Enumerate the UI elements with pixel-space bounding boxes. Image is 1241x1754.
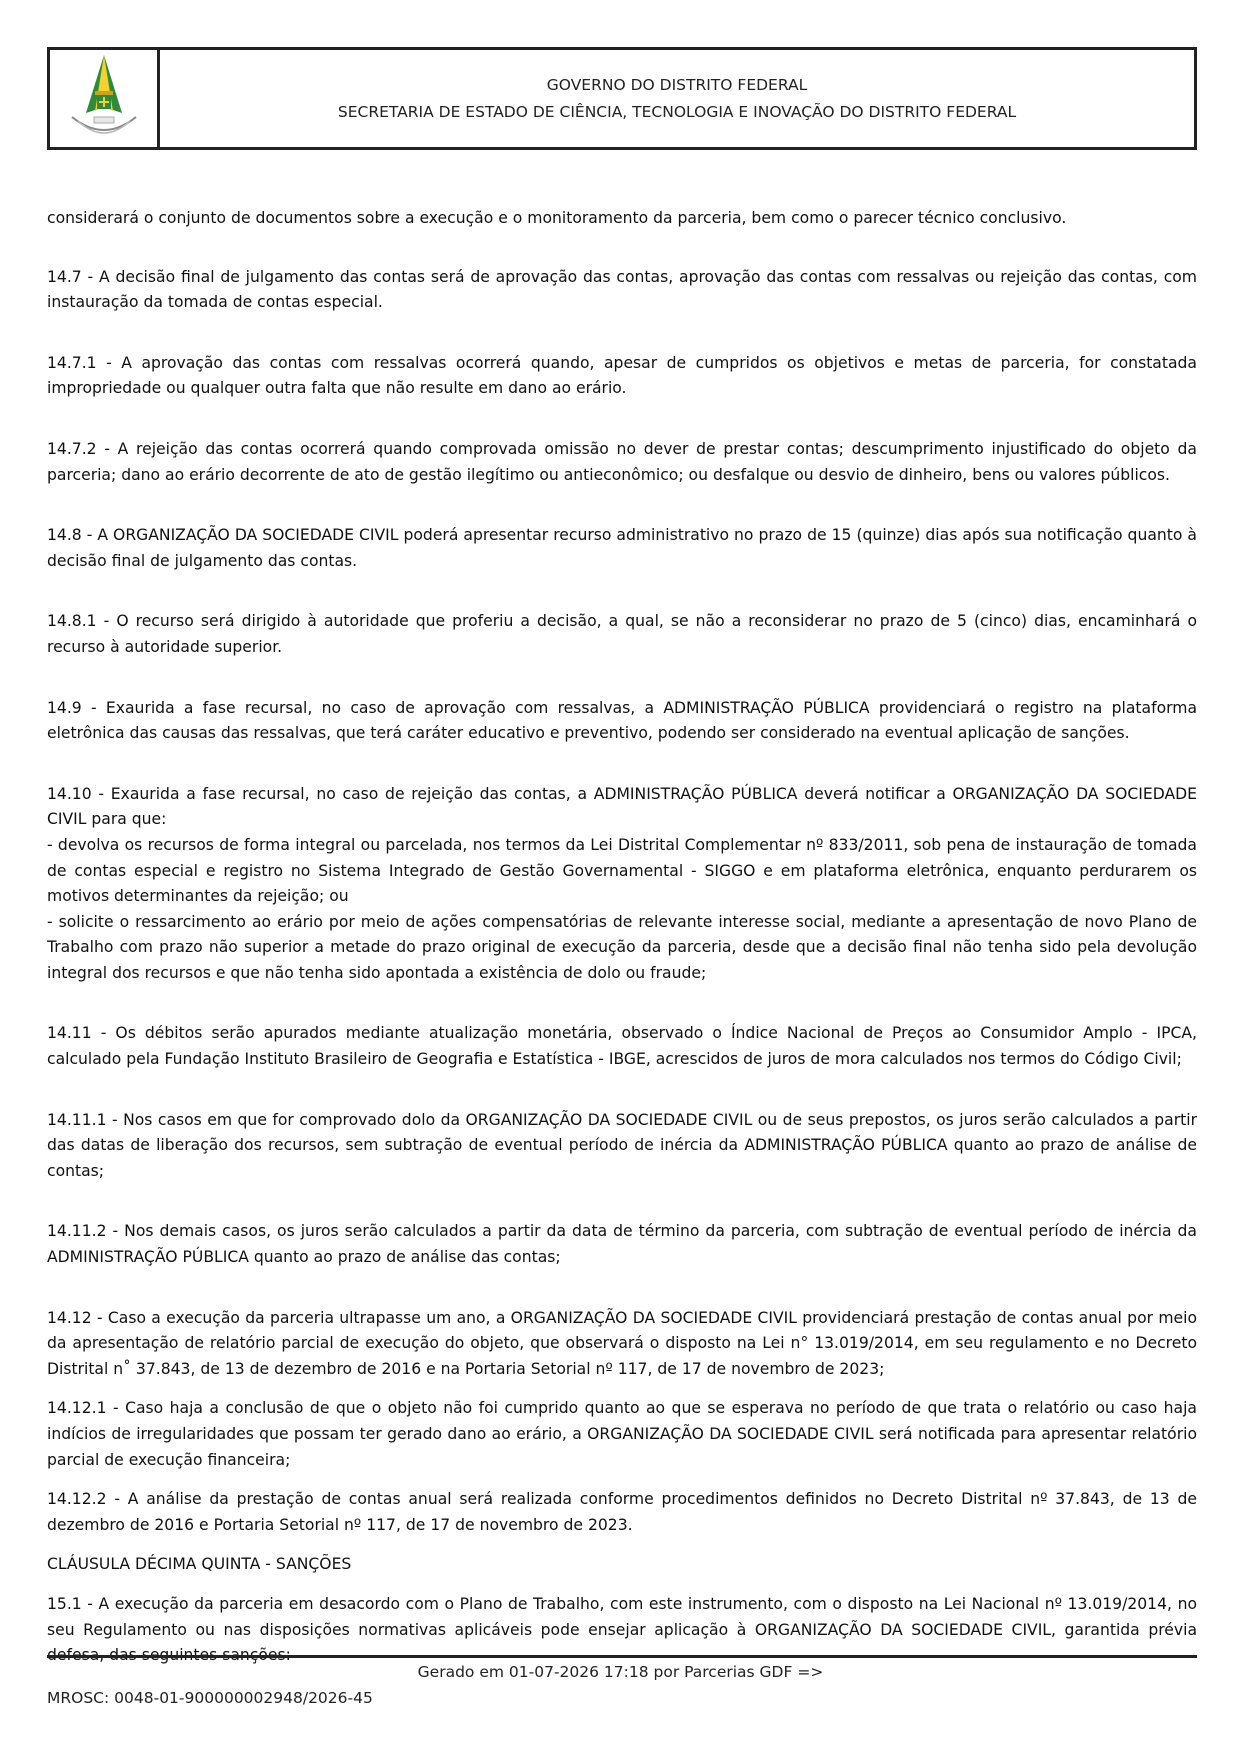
paragraph-14-7: 14.7 - A decisão final de julgamento das contas será de aprovação das contas, aprovação das contas com ressalvas ou rejeição das contas, com instauração da tomada de contas especial.: [47, 267, 1197, 312]
secretariat-title: SECRETARIA DE ESTADO DE CIÊNCIA, TECNOLOGIA E INOVAÇÃO DO DISTRITO FEDERAL: [337, 102, 1017, 121]
document-header: [47, 47, 1197, 150]
paragraph-14-11: 14.11 - Os débitos serão apurados mediante atualização monetária, observado o Índice Nacional de Preços ao Consumidor Amplo - IPCA, calculado pela Fundação Instituto Brasileiro de Geografia e Estatística - IBGE, acrescidos de juros de mora calculados nos termos do Código Civil;: [47, 1024, 1197, 1069]
paragraph-14-10: 14.10 - Exaurida a fase recursal, no caso de rejeição das contas, a ADMINISTRAÇÃO PÚBLICA deverá notificar a ORGANIZAÇÃO DA SOCIEDADE CIVIL para que:: [47, 784, 1197, 829]
paragraph-14-8: 14.8 - A ORGANIZAÇÃO DA SOCIEDADE CIVIL poderá apresentar recurso administrativo no prazo de 15 (quinze) dias após sua notificação quanto à decisão final de julgamento das contas.: [47, 526, 1197, 570]
paragraph-15-1: 15.1 - A execução da parceria em desacordo com o Plano de Trabalho, com este instrumento, com o disposto na Lei Nacional nº 13.019/2014, no seu Regulamento ou nas disposições normativas aplicáveis pode ensejar aplicação à ORGANIZAÇÃO DA SOCIEDADE CIVIL, garantida prévia: [47, 1594, 1197, 1639]
paragraph-14-11-2: 14.11.2 - Nos demais casos, os juros serão calculados a partir da data de término da parceria, com subtração de eventual período de inércia da ADMINISTRAÇÃO PÚBLICA quanto ao prazo de análise das contas;: [47, 1222, 1197, 1267]
header-titles: [160, 50, 1194, 147]
document-body: [47, 206, 1197, 1669]
clause-15-heading: CLÁUSULA DÉCIMA QUINTA - SANÇÕES: [47, 1555, 352, 1574]
paragraph-14-12-1: 14.12.1 - Caso haja a conclusão de que o objeto não foi cumprido quanto ao que se esperava no período de que trata o relatório ou caso haja indícios de irregularidades que possam ter gerado dano ao erário, a ORGANIZAÇÃO DA SOCIEDADE CIVIL será notificada para apresentar relatório parcial de execução financeira;: [47, 1399, 1197, 1469]
paragraph-14-7-2: 14.7.2 - A rejeição das contas ocorrerá quando comprovada omissão no dever de prestar contas; descumprimento injustificado do objeto da parceria; dano ao erário decorrente de ato de gestão ilegítimo ou antieconômico; ou desfalque ou desvio de dinheiro, bens ou valores públicos.: [47, 439, 1197, 484]
paragraph-continuation: considerará o conjunto de documentos sobre a execução e o monitoramento da parceria, bem como o parecer técnico conclusivo.: [47, 209, 1067, 227]
brasao-df-icon: [64, 51, 144, 147]
paragraph-14-8-1: 14.8.1 - O recurso será dirigido à autoridade que proferiu a decisão, a qual, se não a reconsiderar no prazo de 5 (cinco) dias, encaminhará o recurso à autoridade superior.: [47, 612, 1197, 656]
paragraph-14-10-item-1: - devolva os recursos de forma integral ou parcelada, nos termos da Lei Distrital Complementar nº 833/2011, sob pena de instauração de tomada de contas especial e registro no Sistema Integrado de Gestão Governamental - SIGGO e em plataforma eletrônica, enquanto perdurarem os motivos determinantes da rejeição; ou: [47, 835, 1197, 906]
generated-note: Gerado em 01-07-2026 17:18 por Parcerias GDF =>: [417, 1663, 824, 1681]
paragraph-14-12: 14.12 - Caso a execução da parceria ultrapasse um ano, a ORGANIZAÇÃO DA SOCIEDADE CIVIL providenciará prestação de contas anual por meio da apresentação de relatório parcial de execução do objeto, que observará o disposto na Lei n° 13.019/2014, em seu regulamento e no Decreto Distrital n˚ 37.843, de 13 de dezembro de 2016 e na Portaria Setorial nº 117, de 17 de novembro de 2023;: [47, 1308, 1197, 1378]
paragraph-14-7-1: 14.7.1 - A aprovação das contas com ressalvas ocorrerá quando, apesar de cumpridos os objetivos e metas de parceria, for constatada impropriedade ou qualquer outra falta que não resulte em dano ao erário.: [47, 353, 1197, 398]
paragraph-14-10-item-2: - solicite o ressarcimento ao erário por meio de ações compensatórias de relevante interesse social, mediante a apresentação de novo Plano de Trabalho com prazo não superior a metade do prazo original de execução da parceria, desde que a decisão final não tenha sido pela devolução integral dos recursos e que não tenha sido apontada a existência de dolo ou fraude;: [47, 912, 1197, 982]
government-title: GOVERNO DO DISTRITO FEDERAL: [546, 75, 808, 94]
mrosc-number: MROSC: 0048-01-900000002948/2026-45: [47, 1689, 373, 1707]
paragraph-14-11-1: 14.11.1 - Nos casos em que for comprovado dolo da ORGANIZAÇÃO DA SOCIEDADE CIVIL ou de seus prepostos, os juros serão calculados a partir das datas de liberação dos recursos, sem subtração de eventual período de inércia da ADMINISTRAÇÃO PÚBLICA quanto ao prazo de análise de contas;: [47, 1110, 1197, 1180]
paragraph-14-12-2: 14.12.2 - A análise da prestação de contas anual será realizada conforme procedimentos definidos no Decreto Distrital nº 37.843, de 13 de dezembro de 2016 e Portaria Setorial nº 117, de 17 de novembro de 2023.: [47, 1490, 1197, 1534]
paragraph-14-9: 14.9 - Exaurida a fase recursal, no caso de aprovação com ressalvas, a ADMINISTRAÇÃO PÚBLICA providenciará o registro na plataforma eletrônica das causas das ressalvas, que terá caráter educativo e preventivo, podendo ser considerado na eventual aplicação de sanções.: [47, 698, 1197, 743]
logo-cell: [50, 50, 160, 147]
